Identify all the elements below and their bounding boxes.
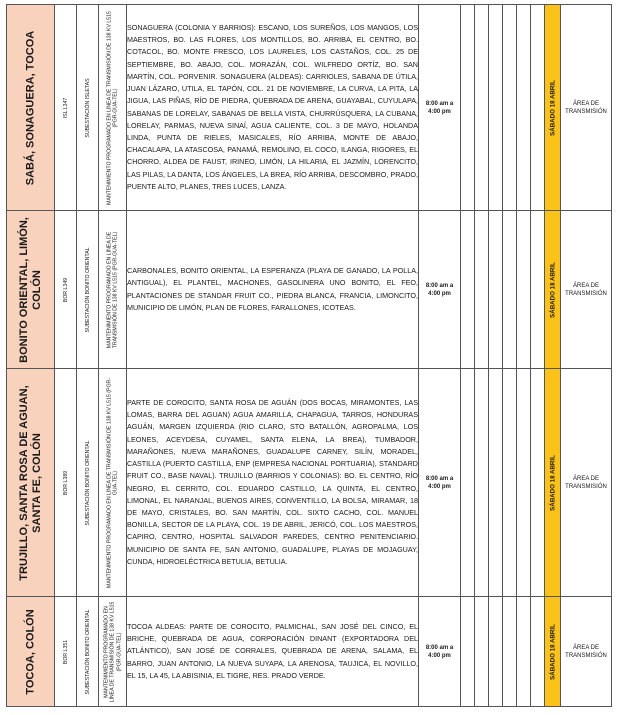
area-type: ÁREA DE TRANSMISIÓN xyxy=(561,211,612,369)
empty-cell xyxy=(517,211,531,369)
line-code-cell xyxy=(55,5,77,211)
work-description: MANTENIMIENTO PROGRAMADO EN LÍNEA DE TRANSMISIÓN DE 138 KV L515 (PGR-GUA-TEL) xyxy=(106,377,119,588)
line-code: ISL L347 xyxy=(62,97,69,118)
day-cell xyxy=(545,597,561,707)
empty-cell xyxy=(531,5,545,211)
line-code-cell xyxy=(55,597,77,707)
work-description: MANTENIMIENTO PROGRAMADO EN LÍNEA DE TRANSMISIÓN DE 138 KV L515 (PGR-GUA-TEL) xyxy=(102,601,122,702)
line-code: BOR L389 xyxy=(62,470,69,495)
table-row xyxy=(7,369,612,597)
empty-cell xyxy=(475,211,489,369)
line-code: BOR L351 xyxy=(62,639,69,664)
empty-cell xyxy=(503,211,517,369)
empty-cell xyxy=(503,597,517,707)
empty-cell xyxy=(503,5,517,211)
table-row xyxy=(7,211,612,369)
substation-label: SUBESTACIÓN BONITO ORIENTAL xyxy=(84,439,91,526)
affected-areas: PARTE DE COROCITO, SANTA ROSA DE AGUÁN (DOS BOCAS, MIRAMONTES, LAS LOMAS, BARRA DEL AGUAN) AGUA AMARILLA, CHAPAGUA, TARROS, HONDURAS AGUÁN, MARGEN IZQUIERDA (RIO CLARO, STO BATALLÓN, AGROPALMA, LOS LEONES, ACEYDESA, CUYAMEL, SANTA ELENA, LA BREA), TUMBADOR, MARAÑONES, NUEVA MARAÑONES, GUADALUPE CARNEY, SILÍN, MORADEL, CASTILLA (PUERTO CASTILLA, ENP (EMPRESA NACIONAL PORTUARIA), STANDARD FRUIT CO., BASE NAVAL). TRUJILLO (BARRIOS Y COLONIAS): BO. EL CENTRO, RÍO NEGRO, EL CERRITO, COL. EDUARDO CASTILLO, LA QUINTA, EL CENTRO, LIMONAL, EL NARANJAL, BUENOS AIRES, CONVENTILLO, LA BOLSA, MIRAMAR, 18 DE MAYO, CRISTALES, BO. SAN MARTÍN, COL. SIXTO CACHO, COL. MANUEL BONILLA, SECTOR DE LA PLAYA, COL. 19 DE ABRIL, JERICÓ, COL. LOS MAESTROS, CAPIRO, CENTRO, HOSPITAL SALVADOR PAREDES, CENTRO PENITENCIARIO. MUNICIPIO DE SANTA FE, SAN ANTONIO, GUADALUPE, PLAYAS DE MOJAGUAY, CUNDA, HIDROELÉCTRICA BETULIA, BETULIA. xyxy=(127,369,419,597)
work-description: MANTENIMIENTO PROGRAMADO EN LÍNEA DE TRANSMISIÓN DE 138 KV L515 (PGR-GUA-TEL) xyxy=(106,231,119,348)
empty-cell xyxy=(475,5,489,211)
empty-cell xyxy=(503,369,517,597)
empty-cell xyxy=(461,5,475,211)
zone-cell xyxy=(7,5,55,211)
zone-label: BONITO ORIENTAL, LIMÓN, COLÓN xyxy=(17,216,43,363)
work-cell xyxy=(99,5,127,211)
day-label: SÁBADO 18 ABRIL xyxy=(549,261,556,318)
zone-cell xyxy=(7,211,55,369)
day-label: SÁBADO 18 ABRIL xyxy=(549,623,556,680)
schedule-time: 8:00 am a 4:00 pm xyxy=(419,369,461,597)
day-cell xyxy=(545,369,561,597)
schedule-time: 8:00 am a 4:00 pm xyxy=(419,5,461,211)
empty-cell xyxy=(517,5,531,211)
empty-cell xyxy=(461,211,475,369)
empty-cell xyxy=(461,369,475,597)
table-row xyxy=(7,5,612,211)
line-code-cell xyxy=(55,369,77,597)
work-cell xyxy=(99,369,127,597)
empty-cell xyxy=(489,5,503,211)
affected-areas: CARBONALES, BONITO ORIENTAL, LA ESPERANZA (PLAYA DE GANADO, LA POLLA, ANTIGUAL), EL PLANTEL, MACHONES, GASOLINERA UNO BONITO, EL FEO, PLANTACIONES DE STANDAR FRUIT CO., PIEDRA BLANCA, FRANCIA, LIMONCITO, MUNICIPIO DE LIMÓN, PLAN DE FLORES, FARALLONES, ICOTEAS. xyxy=(127,211,419,369)
table-row xyxy=(7,597,612,707)
work-cell xyxy=(99,597,127,707)
schedule-time: 8:00 am a 4:00 pm xyxy=(419,211,461,369)
empty-cell xyxy=(475,369,489,597)
substation-cell xyxy=(77,211,99,369)
zone-label: TRUJILLO, SANTA ROSA DE AGUAN, SANTA FE, COLÓN xyxy=(17,384,43,581)
day-label: SÁBADO 18 ABRIL xyxy=(549,79,556,136)
day-label: SÁBADO 18 ABRIL xyxy=(549,454,556,511)
empty-cell xyxy=(531,211,545,369)
zone-cell xyxy=(7,597,55,707)
area-type: ÁREA DE TRANSMISIÓN xyxy=(561,369,612,597)
empty-cell xyxy=(489,211,503,369)
substation-cell xyxy=(77,597,99,707)
day-cell xyxy=(545,5,561,211)
empty-cell xyxy=(489,369,503,597)
substation-cell xyxy=(77,369,99,597)
area-type: ÁREA DE TRANSMISIÓN xyxy=(561,5,612,211)
outage-schedule-table xyxy=(6,4,612,707)
area-type: ÁREA DE TRANSMISIÓN xyxy=(561,597,612,707)
empty-cell xyxy=(489,597,503,707)
empty-cell xyxy=(475,597,489,707)
empty-cell xyxy=(517,369,531,597)
work-cell xyxy=(99,211,127,369)
substation-label: SUBESTACIÓN BONITO ORIENTAL xyxy=(84,246,91,333)
empty-cell xyxy=(531,597,545,707)
schedule-time: 8:00 am a 4:00 pm xyxy=(419,597,461,707)
line-code: BOR L349 xyxy=(62,277,69,302)
substation-label: SUBESTACIÓN BONITO ORIENTAL xyxy=(84,608,91,695)
zone-label: TOCOA, COLÓN xyxy=(24,608,36,695)
day-cell xyxy=(545,211,561,369)
zone-label: SABÁ, SONAGUERA, TOCOA xyxy=(24,30,36,185)
affected-areas: SONAGUERA (COLONIA Y BARRIOS): ESCANO, LOS SUREÑOS, LOS MANGOS, LOS MAESTROS, BO. LAS FLORES, LOS MONTILLOS, BO. ARRIBA, EL CENTRO, BO. COTACOL, BO. MONTE FRESCO, LOS LAURELES, LOS CASTAÑOS, COL. 25 DE SEPTIEMBRE, BO. ABAJO, COL. MORAZÁN, COL. WILFREDO ORTÍZ, BO. SAN MARTÍN, COL. PORVENIR. SONAGUERA (ALDEAS): CARRIOLES, SABANA DE ÚTILA, JUAN LÁZARO, UTILA, EL TAPÓN, COL. 21 DE NOVIEMBRE, LA CURVA, LA PITA, LA JIGUA, LAS PIÑAS, RÍO DE PIEDRA, QUEBRADA DE ARENA, GUAYABAL, CUYULAPA, SABANAS DE LORELAY, SABANAS DE BELLA VISTA, CHURRÚSQUERA, LA CUBANA, LORELAY, PARMAS, NUEVA SINAÍ, AGUA CALIENTE, COL. 3 DE MAYO, HOLANDA LINDA, PUNTA DE RIELES, MASICALES, RÍO ARRIBA, MONTE DE ABAJO, CHACALAPA, LA ATASCOSA, PANAMÁ, REMOLINO, EL COCO, ILANGA, RIGORES, EL CHORRO, ALDEA DE FAUST, IRINEO, LIMÓN, LA HILARIA, EL JAZMÍN, LORENCITO, LAS PILAS, LA DANTA, LOS ÁNGELES, LA BREA, RÍO ARRIBA, DESCOMBRO, PRADO, PUENTE ALTO, PLANES, TRES LUCES, LANZA. xyxy=(127,5,419,211)
substation-label: SUBESTACIÓN ISLETAS xyxy=(84,77,91,138)
empty-cell xyxy=(461,597,475,707)
work-description: MANTENIMIENTO PROGRAMADO EN LÍNEA DE TRANSMISIÓN DE 138 KV L515 (PGR-GUA-TEL) xyxy=(106,10,119,205)
line-code-cell xyxy=(55,211,77,369)
substation-cell xyxy=(77,5,99,211)
empty-cell xyxy=(531,369,545,597)
empty-cell xyxy=(517,597,531,707)
zone-cell xyxy=(7,369,55,597)
affected-areas: TOCOA ALDEAS: PARTE DE COROCITO, PALMICHAL, SAN JOSÉ DEL CINCO, EL BRICHE, QUEBRADA DE AGUA, CORPORACIÓN DINANT (EXPORTADORA DEL ATLÁNTICO), SAN JOSÉ DE CORRALES, QUEBRADA DE ARENA, SALAMA, EL BARRO, JUAN ANTONIO, LA NUEVA SUYAPA, LA ARENOSA, TAUJICA, EL NOVILLO, EL 15, LA 45, LA ABISINIA, EL TIGRE, RES. PRADO VERDE. xyxy=(127,597,419,707)
